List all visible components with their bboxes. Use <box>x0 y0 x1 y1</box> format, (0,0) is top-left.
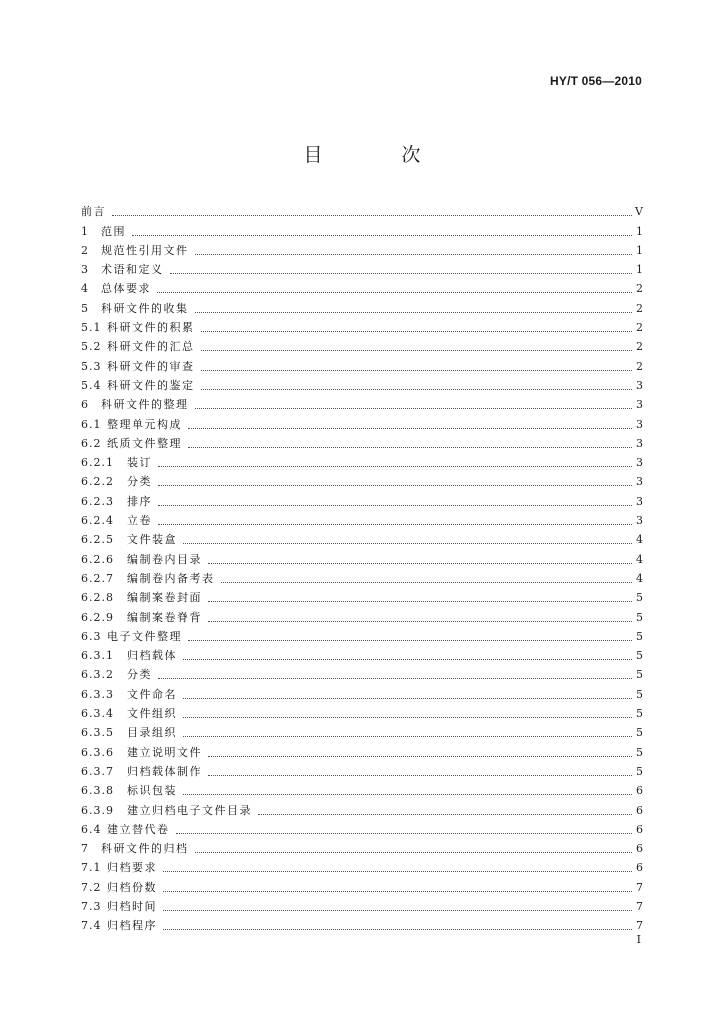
page-title: 目 次 <box>303 144 451 166</box>
dot-leader <box>158 465 632 467</box>
toc-entry-title: 建立替代卷 <box>107 822 170 836</box>
dot-leader <box>201 388 633 390</box>
toc-entry-title: 科研文件的归档 <box>101 842 189 856</box>
toc-entry-number: 7.2 <box>81 880 102 894</box>
toc-entry-number: 6.3.5 <box>81 726 114 740</box>
toc-entry-title: 总体要求 <box>101 282 151 296</box>
dot-leader <box>208 774 632 776</box>
toc-entry[interactable] <box>81 354 643 373</box>
toc-entry[interactable] <box>81 875 643 894</box>
toc-entry-page: 1 <box>636 243 643 257</box>
toc-entry-page: 5 <box>636 707 643 721</box>
toc-entry-number: 5.4 <box>81 378 102 392</box>
toc-entry[interactable] <box>81 200 643 219</box>
toc-entry-number: 6.3.6 <box>81 745 114 759</box>
toc-entry-title: 归档载体制作 <box>127 764 202 778</box>
dot-leader <box>183 542 632 544</box>
toc-entry[interactable] <box>81 818 643 837</box>
toc-entry[interactable] <box>81 663 643 682</box>
toc-entry-page: 2 <box>636 359 643 373</box>
toc-entry-title: 归档程序 <box>107 919 157 933</box>
toc-entry-page: 5 <box>636 726 643 740</box>
toc-entry-title: 前言 <box>81 205 106 219</box>
toc-entry[interactable] <box>81 895 643 914</box>
toc-entry[interactable] <box>81 509 643 528</box>
toc-entry[interactable] <box>81 605 643 624</box>
toc-entry-title: 分类 <box>127 668 152 682</box>
toc-entry[interactable] <box>81 760 643 779</box>
toc-entry-page: 6 <box>636 842 643 856</box>
toc-entry-title: 电子文件整理 <box>107 629 182 643</box>
toc-entry[interactable] <box>81 721 643 740</box>
toc-entry-number: 6.3.8 <box>81 784 114 798</box>
toc-entry-page: 4 <box>636 552 643 566</box>
toc-entry[interactable] <box>81 702 643 721</box>
toc-entry[interactable] <box>81 682 643 701</box>
toc-entry-title: 科研文件的汇总 <box>107 340 195 354</box>
toc-entry-title: 排序 <box>127 494 152 508</box>
toc-entry-page: 6 <box>636 861 643 875</box>
toc-entry-number: 6.2.5 <box>81 533 114 547</box>
dot-leader <box>188 427 632 429</box>
toc-entry-number: 6.1 <box>81 417 102 431</box>
toc-entry-page: 3 <box>636 436 643 450</box>
dot-leader <box>183 793 632 795</box>
standard-code: HY/T 056—2010 <box>550 74 642 88</box>
toc-entry-title: 立卷 <box>127 514 152 528</box>
toc-entry-page: 3 <box>636 494 643 508</box>
toc-entry[interactable] <box>81 393 643 412</box>
toc-entry-title: 科研文件的鉴定 <box>107 378 195 392</box>
dot-leader <box>112 214 632 216</box>
toc-entry-title: 科研文件的收集 <box>101 301 189 315</box>
toc-entry-title: 归档载体 <box>127 649 177 663</box>
toc-entry-title: 建立归档电子文件目录 <box>127 803 252 817</box>
toc-entry-title: 归档份数 <box>107 880 157 894</box>
toc-entry-title: 标识包装 <box>127 784 177 798</box>
toc-entry-title: 装订 <box>127 456 152 470</box>
toc-entry[interactable] <box>81 296 643 315</box>
toc-entry-number: 6.3.1 <box>81 649 114 663</box>
dot-leader <box>188 639 632 641</box>
toc-entry-page: 6 <box>636 784 643 798</box>
toc-entry-number: 6.3 <box>81 629 102 643</box>
toc-entry-page: 5 <box>636 668 643 682</box>
dot-leader <box>195 253 633 255</box>
toc-entry-number: 6.3.2 <box>81 668 114 682</box>
toc-entry-number: 6.3.7 <box>81 764 114 778</box>
toc-entry-title: 目录组织 <box>127 726 177 740</box>
toc-entry-title: 编制卷内备考表 <box>127 571 215 585</box>
toc-entry-number: 6.3.4 <box>81 707 114 721</box>
toc-entry-number: 2 <box>81 243 89 257</box>
dot-leader <box>163 909 632 911</box>
toc-entry-page: 5 <box>636 745 643 759</box>
dot-leader <box>183 697 632 699</box>
dot-leader <box>157 291 632 293</box>
toc-entry[interactable] <box>81 374 643 393</box>
toc-entry-title: 建立说明文件 <box>127 745 202 759</box>
toc-entry-title: 整理单元构成 <box>107 417 182 431</box>
toc-entry[interactable] <box>81 219 643 238</box>
toc-entry-title: 科研文件的审查 <box>107 359 195 373</box>
toc-entry-page: 3 <box>636 417 643 431</box>
toc-entry-page: 2 <box>636 282 643 296</box>
dot-leader <box>183 658 632 660</box>
toc-entry-page: 5 <box>636 591 643 605</box>
dot-leader <box>176 832 633 834</box>
toc-entry-title: 文件装盒 <box>127 533 177 547</box>
toc-entry-number: 7.3 <box>81 899 102 913</box>
toc-entry-title: 术语和定义 <box>101 263 164 277</box>
toc-entry-title: 文件组织 <box>127 707 177 721</box>
toc-entry[interactable] <box>81 625 643 644</box>
toc-entry-title: 分类 <box>127 475 152 489</box>
dot-leader <box>163 928 632 930</box>
dot-leader <box>221 581 633 583</box>
toc-entry-number: 6 <box>81 398 89 412</box>
toc-entry[interactable] <box>81 277 643 296</box>
dot-leader <box>158 677 632 679</box>
toc-entry-number: 5 <box>81 301 89 315</box>
toc-entry[interactable] <box>81 412 643 431</box>
toc-entry[interactable] <box>81 567 643 586</box>
dot-leader <box>208 562 632 564</box>
toc-entry-page: 2 <box>636 301 643 315</box>
toc-entry-number: 6.2.3 <box>81 494 114 508</box>
toc-entry-number: 7 <box>81 842 89 856</box>
toc-entry-page: 3 <box>636 475 643 489</box>
toc-entry[interactable] <box>81 335 643 354</box>
toc-entry[interactable] <box>81 798 643 817</box>
dot-leader <box>208 600 632 602</box>
toc-entry-page: 2 <box>636 321 643 335</box>
toc-entry-page: 7 <box>636 880 643 894</box>
toc-entry-number: 6.3.9 <box>81 803 114 817</box>
dot-leader <box>201 330 633 332</box>
toc-entry[interactable] <box>81 528 643 547</box>
toc-entry-number: 6.4 <box>81 822 102 836</box>
toc-entry-title: 归档要求 <box>107 861 157 875</box>
toc-entry-title: 范围 <box>101 224 126 238</box>
toc-entry[interactable] <box>81 258 643 277</box>
toc-entry-number: 6.2.4 <box>81 514 114 528</box>
dot-leader <box>158 484 632 486</box>
toc-entry-page: 5 <box>636 629 643 643</box>
table-of-contents <box>81 200 643 933</box>
toc-entry[interactable] <box>81 740 643 759</box>
toc-entry-number: 6.2.1 <box>81 456 114 470</box>
dot-leader <box>163 890 632 892</box>
toc-entry-page: 3 <box>636 398 643 412</box>
toc-entry-page: 3 <box>636 456 643 470</box>
toc-entry-page: 2 <box>636 340 643 354</box>
dot-leader <box>201 349 633 351</box>
dot-leader <box>201 369 633 371</box>
toc-entry-page: 1 <box>636 224 643 238</box>
toc-entry[interactable] <box>81 432 643 451</box>
toc-entry-number: 6.2.6 <box>81 552 114 566</box>
dot-leader <box>158 504 632 506</box>
toc-entry-number: 5.2 <box>81 340 102 354</box>
toc-entry-page: 3 <box>636 378 643 392</box>
toc-entry-page: 7 <box>636 899 643 913</box>
toc-entry-title: 文件命名 <box>127 687 177 701</box>
toc-entry-page: 7 <box>636 919 643 933</box>
toc-entry-number: 7.4 <box>81 919 102 933</box>
toc-entry-title: 科研文件的积累 <box>107 321 195 335</box>
toc-entry[interactable] <box>81 586 643 605</box>
toc-entry[interactable] <box>81 489 643 508</box>
toc-entry-title: 归档时间 <box>107 899 157 913</box>
dot-leader <box>170 272 633 274</box>
toc-entry-number: 5.3 <box>81 359 102 373</box>
dot-leader <box>208 620 632 622</box>
dot-leader <box>183 735 632 737</box>
toc-entry[interactable] <box>81 239 643 258</box>
toc-entry-number: 4 <box>81 282 89 296</box>
toc-entry-page: Ⅴ <box>635 205 643 219</box>
toc-entry-number: 6.2 <box>81 436 102 450</box>
toc-entry[interactable] <box>81 316 643 335</box>
toc-entry-page: 5 <box>636 610 643 624</box>
toc-entry[interactable] <box>81 451 643 470</box>
toc-entry-title: 编制卷内目录 <box>127 552 202 566</box>
dot-leader <box>183 716 632 718</box>
dot-leader <box>195 407 633 409</box>
dot-leader <box>195 851 633 853</box>
toc-entry-page: 6 <box>636 822 643 836</box>
toc-entry-number: 3 <box>81 263 89 277</box>
dot-leader <box>158 523 632 525</box>
dot-leader <box>195 311 633 313</box>
toc-entry-number: 6.2.2 <box>81 475 114 489</box>
dot-leader <box>258 813 632 815</box>
toc-entry-page: 3 <box>636 514 643 528</box>
toc-entry-title: 科研文件的整理 <box>101 398 189 412</box>
toc-entry-number: 7.1 <box>81 861 102 875</box>
toc-entry-title: 规范性引用文件 <box>101 243 189 257</box>
toc-entry[interactable] <box>81 914 643 933</box>
toc-entry-page: 5 <box>636 649 643 663</box>
dot-leader <box>208 755 632 757</box>
toc-entry[interactable] <box>81 644 643 663</box>
toc-entry-page: 6 <box>636 803 643 817</box>
toc-entry-number: 6.2.7 <box>81 571 114 585</box>
toc-entry[interactable] <box>81 779 643 798</box>
toc-entry-number: 5.1 <box>81 321 102 335</box>
toc-entry-title: 纸质文件整理 <box>107 436 182 450</box>
dot-leader <box>163 870 632 872</box>
dot-leader <box>188 446 632 448</box>
toc-entry-page: 1 <box>636 263 643 277</box>
toc-entry-number: 6.2.9 <box>81 610 114 624</box>
toc-entry-title: 编制案卷脊背 <box>127 610 202 624</box>
toc-entry-number: 6.3.3 <box>81 687 114 701</box>
toc-entry[interactable] <box>81 837 643 856</box>
toc-entry-title: 编制案卷封面 <box>127 591 202 605</box>
page-number: Ⅰ <box>636 933 641 946</box>
toc-entry-number: 6.2.8 <box>81 591 114 605</box>
toc-entry[interactable] <box>81 547 643 566</box>
dot-leader <box>132 234 632 236</box>
toc-entry[interactable] <box>81 470 643 489</box>
toc-entry-number: 1 <box>81 224 89 238</box>
toc-entry-page: 5 <box>636 687 643 701</box>
toc-entry-page: 5 <box>636 764 643 778</box>
toc-entry-page: 4 <box>636 533 643 547</box>
toc-entry[interactable] <box>81 856 643 875</box>
toc-entry-page: 4 <box>636 571 643 585</box>
